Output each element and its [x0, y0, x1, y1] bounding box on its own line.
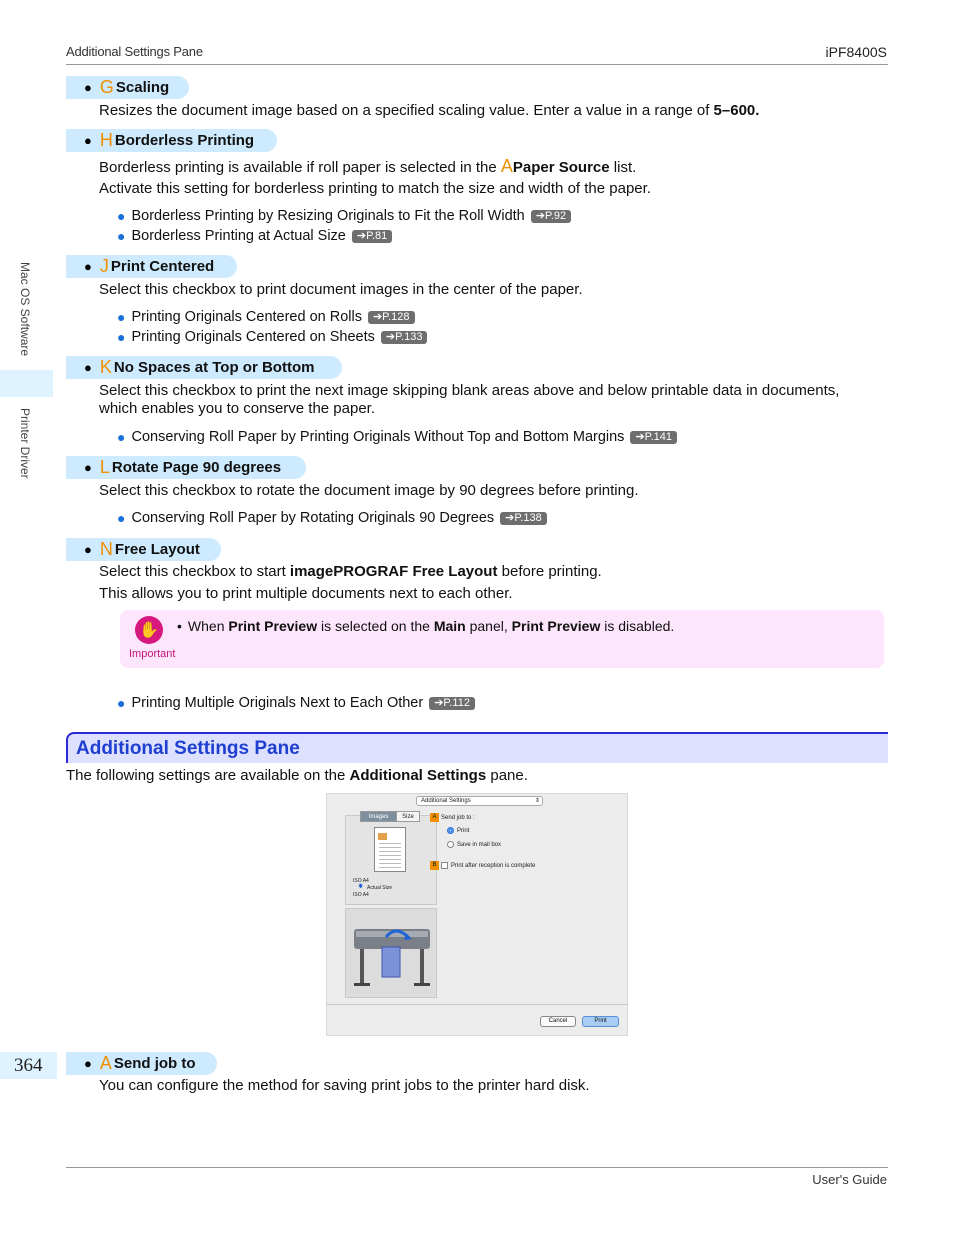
no-spaces-description-2: which enables you to conserve the paper. [99, 400, 376, 417]
size-to-label: ISO A4 [353, 892, 369, 898]
page-ref-badge: ➔P.128 [368, 311, 415, 324]
item-title: Print Centered [110, 258, 215, 275]
side-category: Mac OS Software [18, 262, 32, 357]
bullet-icon: ● [84, 80, 92, 95]
item-heading-no-spaces [66, 356, 342, 379]
link-item[interactable]: ● Borderless Printing at Actual Size ➔P.81 [117, 228, 392, 244]
item-letter: G [99, 77, 114, 97]
item-heading-rotate [66, 456, 306, 479]
important-label: Important [129, 648, 176, 660]
borderless-description-1: Borderless printing is available if roll paper is selected in the APaper Source list. [99, 156, 637, 176]
item-letter: L [99, 457, 110, 477]
item-letter: H [99, 130, 113, 150]
link-item[interactable]: ● Printing Multiple Originals Next to Each Other ➔P.112 [117, 695, 475, 711]
item-heading-free-layout [66, 538, 221, 561]
side-tab-marker [0, 370, 53, 397]
item-letter: K [99, 357, 112, 377]
tab-size[interactable]: Size [396, 811, 420, 822]
bullet-icon: ● [84, 460, 92, 475]
footer-guide: User's Guide [812, 1172, 887, 1187]
item-title: Send job to [113, 1055, 196, 1072]
no-spaces-description-1: Select this checkbox to print the next image skipping blank areas above and below printable data in documents, [99, 382, 840, 399]
item-heading-borderless [66, 129, 277, 152]
borderless-description-2: Activate this setting for borderless printing to match the size and width of the paper. [99, 180, 651, 197]
link-item[interactable]: ● Borderless Printing by Resizing Originals to Fit the Roll Width ➔P.92 [117, 208, 571, 224]
running-header-model: iPF8400S [825, 44, 887, 60]
section-title: Additional Settings Pane [76, 738, 300, 759]
item-title: No Spaces at Top or Bottom [113, 359, 315, 376]
page-ref-badge: ➔P.112 [429, 697, 475, 710]
bullet-icon: ● [84, 259, 92, 274]
header-divider [66, 64, 888, 65]
arrow-down-icon: 🡇 [358, 884, 364, 890]
document-preview-icon [374, 827, 406, 872]
page-ref-badge: ➔P.92 [531, 210, 571, 223]
print-centered-description: Select this checkbox to print document images in the center of the paper. [99, 281, 583, 298]
size-mode-label: Actual Size [367, 885, 393, 891]
free-layout-description-2: This allows you to print multiple documents next to each other. [99, 585, 513, 602]
badge-b: B [430, 861, 439, 870]
page-ref-badge: ➔P.81 [352, 230, 392, 243]
bullet-icon: ● [84, 360, 92, 375]
send-job-label: A Send job to : [430, 813, 475, 822]
page-ref-badge: ➔P.141 [630, 431, 677, 444]
item-letter: J [99, 256, 109, 276]
bullet-icon: ● [84, 1056, 92, 1071]
item-heading-send-job [66, 1052, 217, 1075]
updown-arrow-icon: ⇕ [534, 798, 540, 804]
section-intro: The following settings are available on the Additional Settings pane. [66, 767, 528, 784]
important-note-text: • When Print Preview is selected on the Main panel, Print Preview is disabled. [177, 618, 675, 634]
printer-illustration [345, 908, 437, 998]
rotate-description: Select this checkbox to rotate the document image by 90 degrees before printing. [99, 482, 639, 499]
radio-save-mailbox[interactable]: Save in mail box [447, 841, 501, 848]
side-subcategory: Printer Driver [18, 408, 32, 479]
print-after-reception-checkbox[interactable]: B Print after reception is complete [430, 861, 535, 870]
badge-a: A [430, 813, 439, 822]
footer-divider [66, 1167, 888, 1168]
item-title: Scaling [115, 79, 170, 96]
pane-selector-popup[interactable]: Additional Settings ⇕ [416, 796, 543, 806]
item-title: Free Layout [114, 541, 200, 558]
page-ref-badge: ➔P.133 [381, 331, 428, 344]
send-job-description: You can configure the method for saving print jobs to the printer hard disk. [99, 1077, 590, 1094]
item-letter: A [99, 1053, 112, 1073]
print-button[interactable]: Print [582, 1016, 619, 1027]
scaling-description: Resizes the document image based on a specified scaling value. Enter a value in a range of 5–600. [99, 102, 760, 119]
link-item[interactable]: ● Conserving Roll Paper by Printing Originals Without Top and Bottom Margins ➔P.141 [117, 429, 677, 445]
link-item[interactable]: ● Printing Originals Centered on Rolls ➔P.128 [117, 309, 415, 325]
running-header-section: Additional Settings Pane [66, 44, 203, 59]
link-item[interactable]: ● Printing Originals Centered on Sheets ➔P.133 [117, 329, 427, 345]
bullet-icon: ● [84, 542, 92, 557]
item-heading-scaling [66, 76, 189, 99]
page-ref-badge: ➔P.138 [500, 512, 547, 525]
size-from-label: ISO A4 [353, 878, 369, 884]
item-letter: N [99, 539, 113, 559]
cancel-button[interactable]: Cancel [540, 1016, 576, 1027]
bullet-icon: ● [84, 133, 92, 148]
printer-icon [346, 909, 438, 999]
item-title: Rotate Page 90 degrees [111, 459, 282, 476]
tab-images[interactable]: Images [360, 811, 397, 822]
page-number: 364 [14, 1055, 43, 1076]
link-item[interactable]: ● Conserving Roll Paper by Rotating Originals 90 Degrees ➔P.138 [117, 510, 547, 526]
hand-stop-icon: ✋ [135, 616, 163, 644]
dialog-divider [326, 1004, 628, 1005]
free-layout-description-1: Select this checkbox to start imagePROGRAF Free Layout before printing. [99, 563, 602, 580]
item-heading-print-centered [66, 255, 237, 278]
radio-print[interactable]: Print [447, 827, 469, 834]
item-title: Borderless Printing [114, 132, 255, 149]
